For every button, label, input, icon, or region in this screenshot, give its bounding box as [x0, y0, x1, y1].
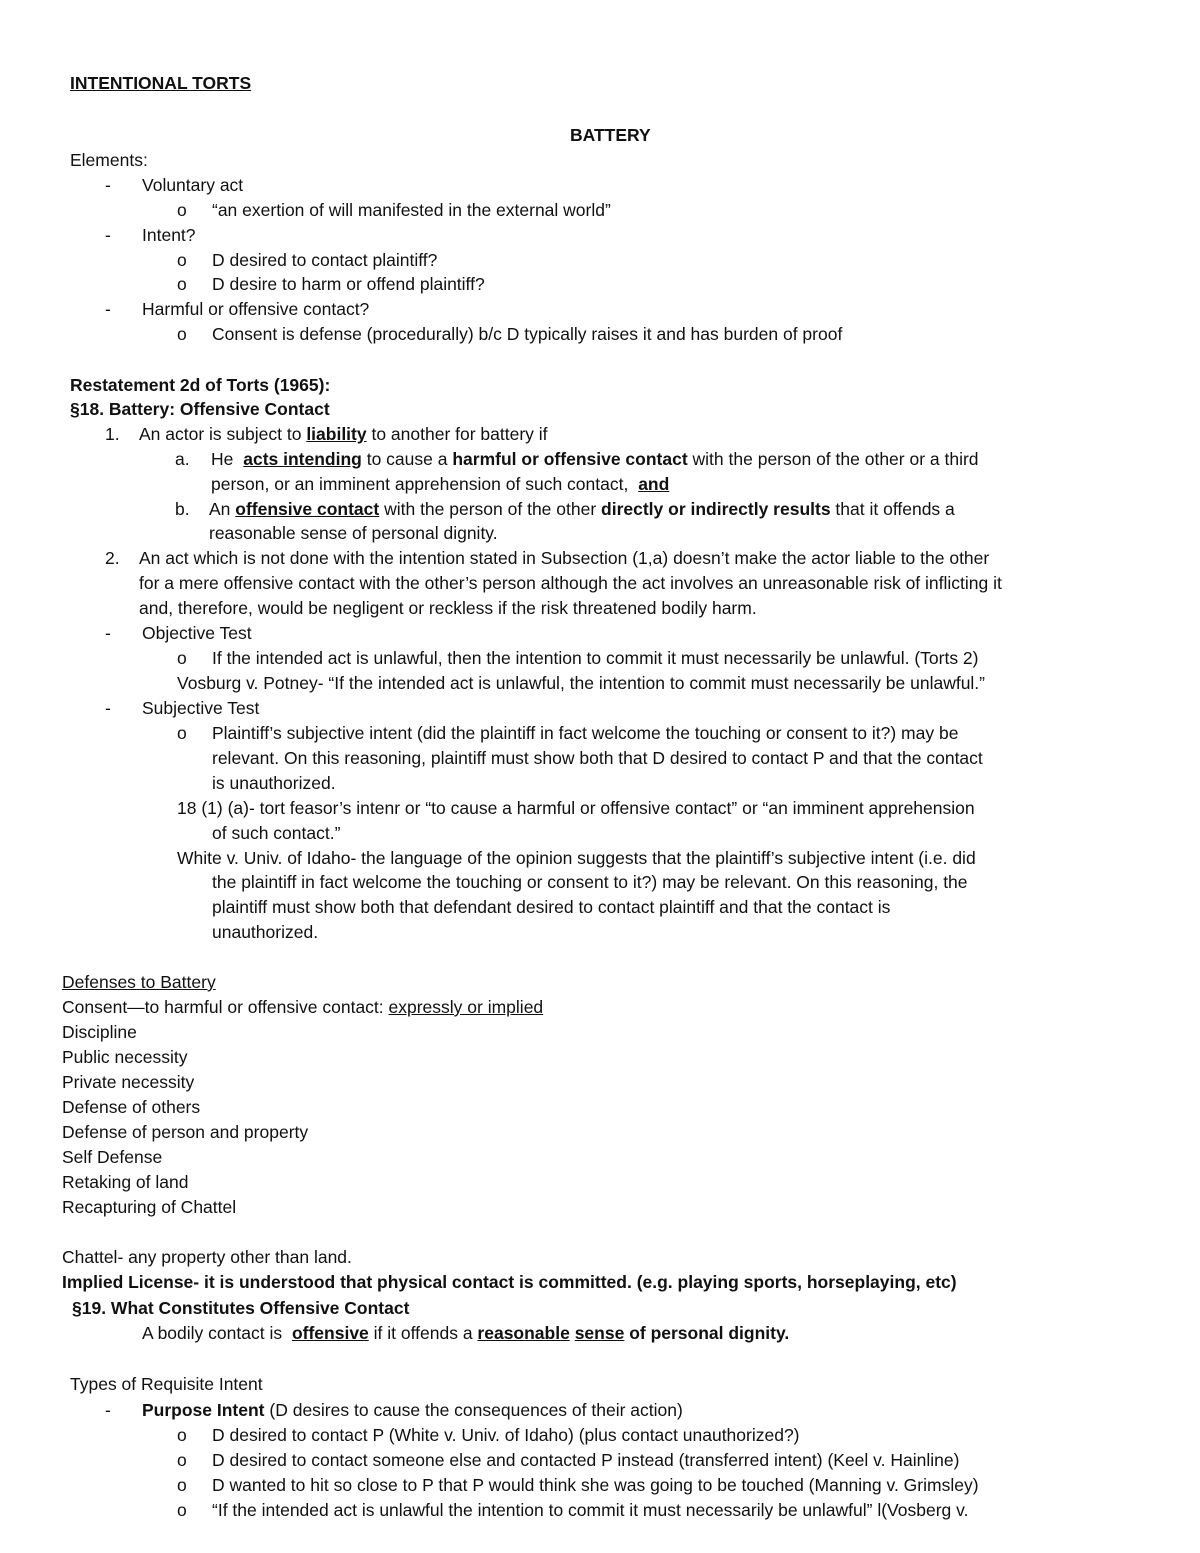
dash-marker: -	[105, 1400, 111, 1420]
sense-term: sense	[574, 1323, 625, 1343]
defense-item: Public necessity	[62, 1047, 188, 1067]
vosburg-note: Vosburg v. Potney- “If the intended act is unlawful, the intention to commit must necessarily be unlawful.”	[177, 673, 985, 693]
bullet-marker: o	[177, 1425, 187, 1445]
list-item: “If the intended act is unlawful the intention to commit it must necessarily be unlawful” l(Vosberg v.	[212, 1500, 969, 1520]
bullet-marker: o	[177, 274, 187, 294]
offensive-term: offensive	[291, 1323, 369, 1343]
types-title: Types of Requisite Intent	[70, 1374, 263, 1394]
section-19-title: §19. What Constitutes Offensive Contact	[72, 1298, 410, 1318]
defenses-title: Defenses to Battery	[62, 972, 216, 992]
list-item: Intent?	[142, 225, 196, 245]
list-item: “an exertion of will manifested in the external world”	[212, 200, 611, 220]
rule-2: An act which is not done with the intention stated in Subsection (1,a) doesn’t make the actor liable to the other	[139, 548, 990, 568]
list-item: D desired to contact P (White v. Univ. of Idaho) (plus contact unauthorized?)	[212, 1425, 800, 1445]
subjective-test-label: Subjective Test	[142, 698, 260, 718]
bullet-marker: o	[177, 1500, 187, 1520]
offensive-contact-term: offensive contact	[235, 499, 380, 519]
rule-2-cont: and, therefore, would be negligent or reckless if the risk threatened bodily harm.	[139, 598, 757, 618]
bullet-marker: o	[177, 723, 187, 743]
number-marker: 1.	[105, 424, 120, 444]
dash-marker: -	[105, 175, 111, 195]
rule-1a-cont: person, or an imminent apprehension of such contact, and	[211, 474, 670, 494]
white-note-cont: plaintiff must show both that defendant desired to contact plaintiff and that the contact is	[212, 897, 891, 917]
section-18-note: 18 (1) (a)- tort feasor’s intenr or “to cause a harmful or offensive contact” or “an imminent apprehension	[177, 798, 975, 818]
dash-marker: -	[105, 623, 111, 643]
battery-heading: BATTERY	[570, 125, 651, 145]
white-note-cont: the plaintiff in fact welcome the touching or consent to it?) may be relevant. On this reasoning, the	[212, 872, 968, 892]
list-item: D desire to harm or offend plaintiff?	[212, 274, 485, 294]
rule-1b: An offensive contact with the person of the other directly or indirectly results that it offends a	[209, 499, 955, 519]
chattel-definition: Chattel- any property other than land.	[62, 1247, 352, 1267]
bullet-marker: o	[177, 648, 187, 668]
objective-test-label: Objective Test	[142, 623, 252, 643]
elements-label: Elements:	[70, 150, 148, 170]
number-marker: 2.	[105, 548, 120, 568]
bullet-marker: o	[177, 1475, 187, 1495]
white-note: White v. Univ. of Idaho- the language of the opinion suggests that the plaintiff’s subjective intent (i.e. did	[177, 848, 976, 868]
purpose-intent: Purpose Intent (D desires to cause the consequences of their action)	[142, 1400, 683, 1420]
defense-item: Private necessity	[62, 1072, 195, 1092]
acts-intending-term: acts intending	[243, 449, 362, 469]
section-18-note-cont: of such contact.”	[212, 823, 341, 843]
expressly-implied-term: expressly or implied	[388, 997, 544, 1017]
bullet-marker: o	[177, 324, 187, 344]
bullet-marker: o	[177, 1450, 187, 1470]
defense-item: Defense of person and property	[62, 1122, 309, 1142]
list-item-cont: is unauthorized.	[212, 773, 336, 793]
defense-item: Discipline	[62, 1022, 137, 1042]
reasonable-term: reasonable	[477, 1323, 570, 1343]
section-18-title: §18. Battery: Offensive Contact	[70, 399, 330, 419]
rule-1a: He acts intending to cause a harmful or offensive contact with the person of the other or a third	[211, 449, 979, 469]
list-item: D desired to contact plaintiff?	[212, 250, 438, 270]
list-item: If the intended act is unlawful, then the intention to commit it must necessarily be unlawful. (Torts 2)	[212, 648, 979, 668]
defense-item: Recapturing of Chattel	[62, 1197, 237, 1217]
defense-item: Self Defense	[62, 1147, 163, 1167]
liability-term: liability	[306, 424, 367, 444]
list-item: Consent is defense (procedurally) b/c D typically raises it and has burden of proof	[212, 324, 843, 344]
rule-1b-cont: reasonable sense of personal dignity.	[209, 523, 498, 543]
letter-marker: b.	[175, 499, 190, 519]
white-note-cont: unauthorized.	[212, 922, 319, 942]
list-item: Harmful or offensive contact?	[142, 299, 370, 319]
implied-license: Implied License- it is understood that physical contact is committed. (e.g. playing sports, horseplaying, etc)	[62, 1272, 957, 1292]
bullet-marker: o	[177, 250, 187, 270]
list-item: D desired to contact someone else and contacted P instead (transferred intent) (Keel v. Hainline)	[212, 1450, 960, 1470]
section-19-body: A bodily contact is offensive if it offends a reasonable sense of personal dignity.	[142, 1323, 790, 1343]
and-term: and	[638, 474, 670, 494]
dash-marker: -	[105, 225, 111, 245]
dash-marker: -	[105, 299, 111, 319]
defense-item: Defense of others	[62, 1097, 201, 1117]
rule-2-cont: for a mere offensive contact with the other’s person although the act involves an unreasonable risk of inflicting it	[139, 573, 1002, 593]
consent-line: Consent—to harmful or offensive contact: expressly or implied	[62, 997, 544, 1017]
document-title: INTENTIONAL TORTS	[70, 73, 252, 93]
defense-item: Retaking of land	[62, 1172, 189, 1192]
dash-marker: -	[105, 698, 111, 718]
rule-1: An actor is subject to liability to another for battery if	[139, 424, 548, 444]
letter-marker: a.	[175, 449, 190, 469]
list-item-cont: relevant. On this reasoning, plaintiff must show both that D desired to contact P and that the contact	[212, 748, 983, 768]
restatement-title: Restatement 2d of Torts (1965):	[70, 375, 331, 395]
list-item: D wanted to hit so close to P that P would think she was going to be touched (Manning v. Grimsley)	[212, 1475, 979, 1495]
list-item: Plaintiff’s subjective intent (did the plaintiff in fact welcome the touching or consent to it?) may be	[212, 723, 959, 743]
list-item: Voluntary act	[142, 175, 244, 195]
bullet-marker: o	[177, 200, 187, 220]
